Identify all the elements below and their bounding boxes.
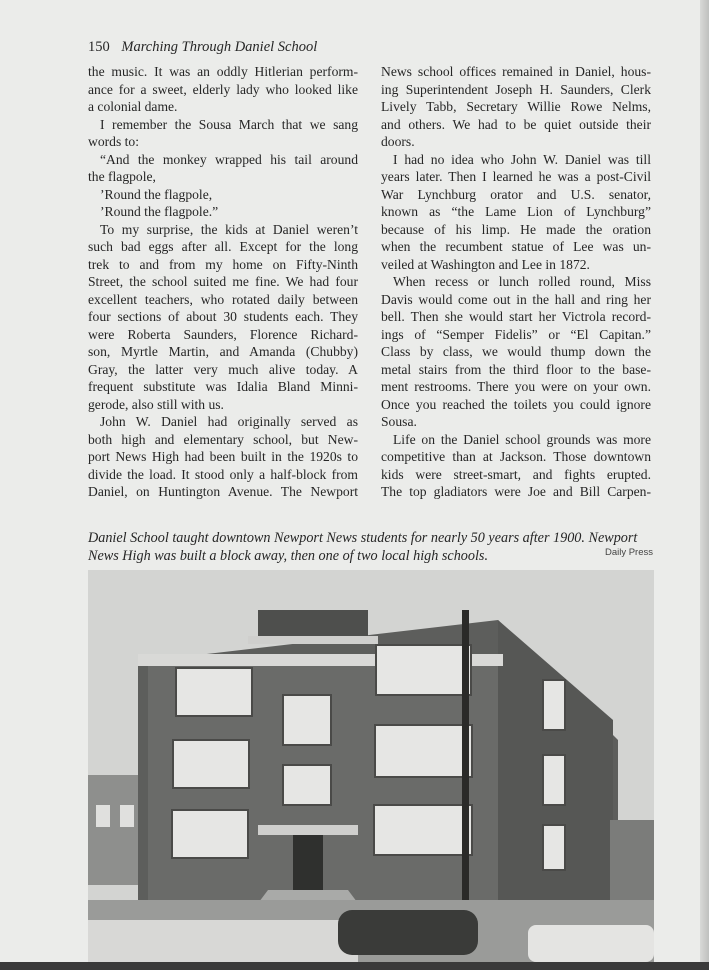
text-line: trek to and from my home on Fifty-Ninth xyxy=(88,256,358,272)
text-line: kids were street-smart, and fights erupted. xyxy=(381,466,651,482)
text-line: words to: xyxy=(88,134,139,149)
text-line: the music. It was an oddly Hitlerian perform- xyxy=(88,64,358,79)
photo-credit: Daily Press xyxy=(604,547,653,558)
text-line: To my surprise, the kids at Daniel weren’t xyxy=(100,221,358,237)
text-line: years later. Then I learned he was a post-Civil xyxy=(381,169,651,184)
scan-bottom-edge xyxy=(0,962,709,970)
text-line: such bad eggs after all. Except for the long xyxy=(88,239,358,254)
text-line: ’Round the flagpole.” xyxy=(100,204,219,219)
photo-caption: Daniel School taught downtown Newport News students for nearly 50 years after 1900. Newport News High was built a block away, then one of two local high schools. xyxy=(88,530,638,564)
text-line: Once you reached the toilets you could ignore xyxy=(381,396,651,412)
text-line: divide the load. It stood only a half-block from xyxy=(88,466,358,482)
text-line: were Roberta Saunders, Florence Richard- xyxy=(88,326,358,342)
text-line: ance for a sweet, elderly lady who looked like xyxy=(88,81,358,97)
text-line: and others. We had to be quiet outside their xyxy=(381,116,651,132)
text-line: port News High had been built in the 1920s to xyxy=(88,449,358,464)
text-line: son, Myrtle Martin, and Amanda (Chubby) xyxy=(88,344,358,359)
text-line: I had no idea who John W. Daniel was till xyxy=(393,151,651,167)
left-text-column xyxy=(88,63,358,501)
text-line: frequent substitute was Idalia Bland Minni- xyxy=(88,379,358,394)
text-line: excellent teachers, who rotated daily between xyxy=(88,291,358,307)
text-line: ings of “Semper Fidelis” or “El Capitan.” xyxy=(381,326,651,342)
text-line: the flagpole, xyxy=(88,169,156,184)
text-line: Gray, the latter very much alive today. A xyxy=(88,361,358,377)
text-line: bell. Then she would start her Victrola record- xyxy=(381,309,651,324)
text-line: ing Superintendent Joseph H. Saunders, Clerk xyxy=(381,81,651,97)
text-line: “And the monkey wrapped his tail around xyxy=(100,151,358,167)
text-line: Street, the school suited me fine. We had four xyxy=(88,274,358,289)
text-line: The top gladiators were Joe and Bill Carpen- xyxy=(381,484,651,499)
text-line: ’Round the flagpole, xyxy=(100,186,213,202)
text-line: Lively Tabb, Secretary Willie Rowe Nelms, xyxy=(381,99,651,114)
text-line: Sousa. xyxy=(381,414,417,429)
text-line: metal stairs from the third floor to the base- xyxy=(381,361,651,377)
text-line: known as “the Lame Lion of Lynchburg” xyxy=(381,204,651,219)
text-line: I remember the Sousa March that we sang xyxy=(100,116,358,132)
text-line: Davis would come out in the hall and ring her xyxy=(381,291,651,307)
text-line: Daniel, on Huntington Avenue. The Newport xyxy=(88,484,358,499)
text-line: because of his limp. He made the oration xyxy=(381,221,651,237)
building-illustration xyxy=(88,570,654,962)
text-line: gerode, also still with us. xyxy=(88,396,224,412)
text-line: doors. xyxy=(381,134,415,149)
text-line: a colonial dame. xyxy=(88,99,178,114)
text-line: War Lynchburg orator and U.S. senator, xyxy=(381,186,651,202)
page-gutter-edge xyxy=(700,0,709,970)
text-line: Life on the Daniel school grounds was more xyxy=(393,431,651,447)
text-line: News school offices remained in Daniel, hous- xyxy=(381,64,651,79)
text-line: When recess or lunch rolled round, Miss xyxy=(393,274,651,289)
running-title: Marching Through Daniel School xyxy=(121,39,318,55)
text-line: ment restrooms. There you were on your own. xyxy=(381,379,651,394)
school-building-photo xyxy=(88,570,654,962)
text-line: four sections of about 30 students each. They xyxy=(88,309,358,324)
text-line: both high and elementary school, but New- xyxy=(88,431,358,447)
page-number: 150 xyxy=(88,39,110,55)
running-header xyxy=(88,39,317,56)
text-line: competitive than at Jackson. Those downtown xyxy=(381,449,651,464)
text-line: veiled at Washington and Lee in 1872. xyxy=(381,256,590,272)
text-line: when the recumbent statue of Lee was un- xyxy=(381,239,651,254)
text-line: Class by class, we would thump down the xyxy=(381,344,651,359)
right-text-column xyxy=(381,63,651,501)
text-line: John W. Daniel had originally served as xyxy=(100,414,358,429)
